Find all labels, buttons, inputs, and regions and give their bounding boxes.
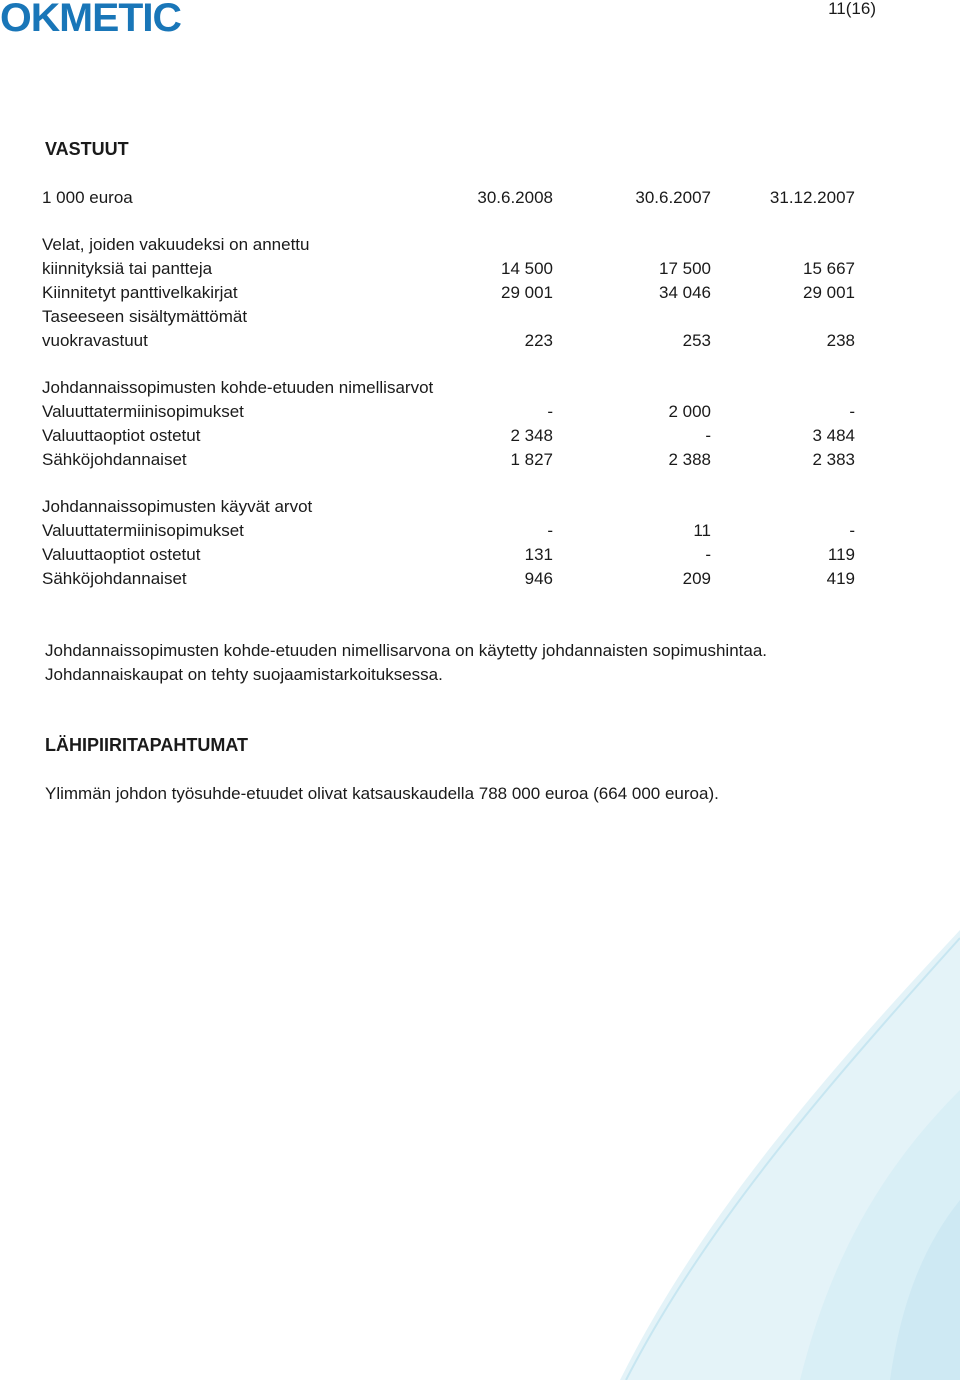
row-label: Kiinnitetyt panttivelkakirjat [42, 283, 238, 302]
cell-value: 29 001 [501, 283, 553, 302]
cell-value: 14 500 [501, 259, 553, 278]
cell-value: 419 [826, 569, 855, 588]
cell-value: 253 [682, 331, 711, 350]
company-logo: OKMETIC [0, 0, 181, 40]
row-label: Valuuttaoptiot ostetut [42, 426, 201, 445]
row-label: Johdannaissopimusten kohde-etuuden nimellisarvot [42, 378, 434, 397]
row-label: Sähköjohdannaiset [42, 450, 187, 469]
cell-value: 238 [826, 331, 855, 350]
cell-value: - [705, 426, 711, 445]
cell-value: 2 388 [668, 450, 711, 469]
row-label: Valuuttaoptiot ostetut [42, 545, 201, 564]
row-label: vuokravastuut [42, 331, 148, 350]
note-text: Johdannaiskaupat on tehty suojaamistarkoituksessa. [45, 665, 443, 684]
column-header-2: 30.6.2007 [635, 188, 711, 207]
page-number: 11(16) [828, 0, 876, 18]
column-header-3: 31.12.2007 [769, 188, 855, 207]
cell-value: 1 827 [510, 450, 553, 469]
cell-value: 3 484 [812, 426, 855, 445]
unit-label: 1 000 euroa [42, 188, 133, 207]
cell-value: 2 000 [668, 402, 711, 421]
cell-value: 2 348 [510, 426, 553, 445]
cell-value: - [705, 545, 711, 564]
cell-value: - [547, 521, 553, 540]
note-text: Johdannaissopimusten kohde-etuuden nimellisarvona on käytetty johdannaisten sopimushintaa. [45, 641, 768, 660]
cell-value: - [547, 402, 553, 421]
row-label: kiinnityksiä tai pantteja [42, 259, 213, 278]
section-title-vastuut: VASTUUT [45, 139, 129, 159]
cell-value: 34 046 [659, 283, 711, 302]
cell-value: 119 [827, 545, 855, 564]
row-label: Sähköjohdannaiset [42, 569, 187, 588]
cell-value: 131 [524, 545, 553, 564]
cell-value: 15 667 [803, 259, 855, 278]
cell-value: 209 [682, 569, 711, 588]
row-label: Valuuttatermiinisopimukset [42, 402, 244, 421]
lahipiiri-text: Ylimmän johdon työsuhde-etuudet olivat katsauskaudella 788 000 euroa (664 000 euroa). [45, 784, 719, 803]
row-label: Johdannaissopimusten käyvät arvot [42, 497, 313, 516]
cell-value: 946 [524, 569, 553, 588]
cell-value: - [849, 402, 855, 421]
cell-value: 17 500 [659, 259, 711, 278]
section-title-lahipiiri: LÄHIPIIRITAPAHTUMAT [45, 735, 248, 755]
cell-value: 2 383 [812, 450, 855, 469]
cell-value: 223 [524, 331, 553, 350]
row-label: Velat, joiden vakuudeksi on annettu [42, 235, 310, 254]
cell-value: - [849, 521, 855, 540]
cell-value: 11 [693, 521, 711, 540]
row-label: Taseeseen sisältymättömät [42, 307, 248, 326]
cell-value: 29 001 [803, 283, 855, 302]
column-header-1: 30.6.2008 [477, 188, 553, 207]
row-label: Valuuttatermiinisopimukset [42, 521, 244, 540]
